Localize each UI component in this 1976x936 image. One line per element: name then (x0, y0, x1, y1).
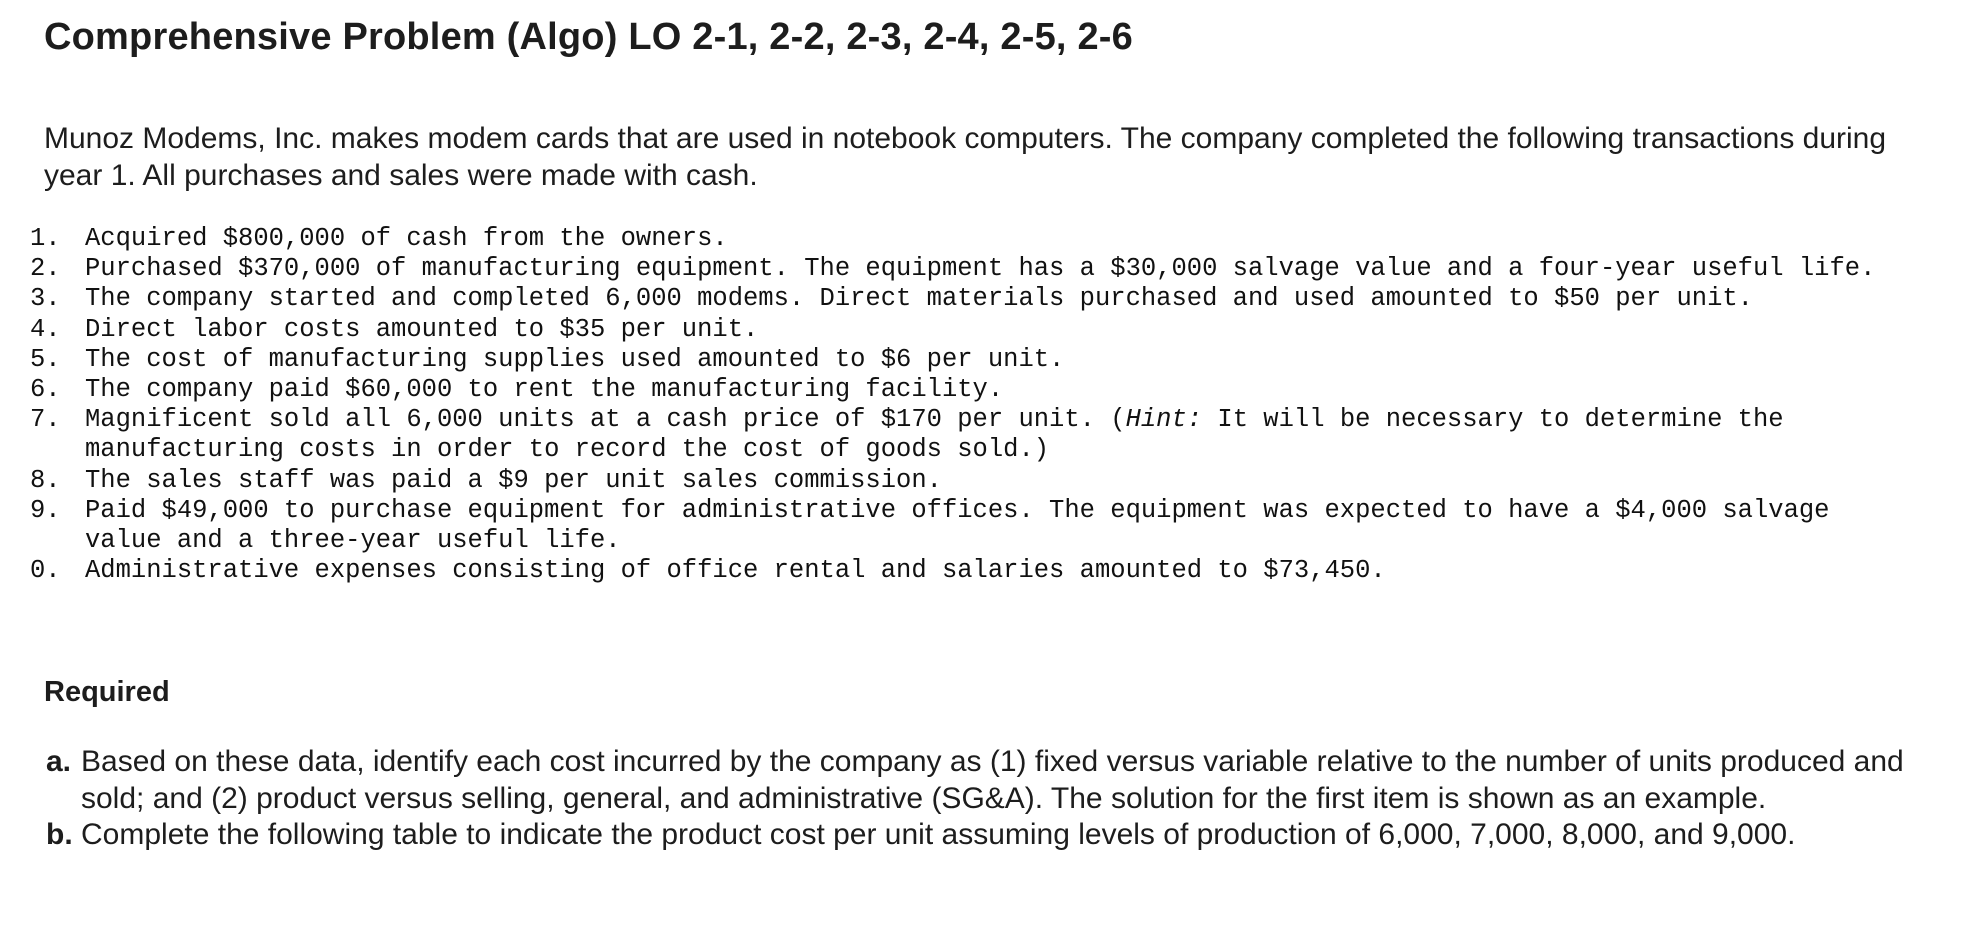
required-list (0, 744, 1941, 854)
transaction-item (0, 315, 1915, 345)
required-item (0, 744, 1941, 817)
transaction-item (0, 556, 1915, 586)
transaction-item (0, 284, 1915, 314)
transaction-number: 7. (30, 405, 61, 435)
required-heading: Required (44, 676, 170, 708)
transaction-item (0, 345, 1915, 375)
required-item-letter: b. (46, 818, 73, 851)
hint-label: Hint: (1125, 405, 1203, 435)
transaction-number: 6. (30, 375, 61, 405)
transaction-text-before-hint: Magnificent sold all 6,000 units at a cash price of $170 per unit. ( (85, 405, 1126, 435)
transaction-number: 8. (30, 465, 61, 495)
page-title: Comprehensive Problem (Algo) LO 2-1, 2-2, 2-3, 2-4, 2-5, 2-6 (44, 16, 1133, 58)
required-item-text: Based on these data, identify each cost incurred by the company as (1) fixed versus variable relative to the number of units produced and sold; and (2) product versus selling, general, and administrative (SG&A). The solution for the first item is shown as an example. (81, 745, 1904, 815)
transaction-number: 5. (30, 344, 61, 374)
transaction-text: Administrative expenses consisting of office rental and salaries amounted to $73,450. (85, 556, 1386, 586)
required-item-letter: a. (46, 745, 72, 778)
transaction-text: The company started and completed 6,000 modems. Direct materials purchased and used amounted to $50 per unit. (85, 284, 1753, 314)
transaction-text (85, 405, 1784, 464)
transaction-number: 1. (30, 224, 61, 253)
transaction-item (0, 466, 1915, 496)
transaction-item (0, 224, 1915, 254)
transaction-text: Purchased $370,000 of manufacturing equipment. The equipment has a $30,000 salvage value and a four-year useful life. (85, 254, 1876, 284)
transaction-text: Acquired $800,000 of cash from the owners. (85, 224, 728, 253)
required-item-text: Complete the following table to indicate the product cost per unit assuming levels of production of 6,000, 7,000, 8,000, and 9,000. (81, 818, 1796, 851)
required-item (0, 817, 1941, 854)
transaction-item (0, 375, 1915, 405)
transaction-number: 0. (30, 556, 61, 586)
transaction-item (0, 496, 1915, 556)
transaction-number: 2. (30, 254, 61, 284)
transaction-number: 3. (30, 284, 61, 314)
problem-intro: Munoz Modems, Inc. makes modem cards that are used in notebook computers. The company completed the following transactions during year 1. All purchases and sales were made with cash. (44, 122, 1887, 192)
transaction-number: 4. (30, 314, 61, 344)
transaction-text: The sales staff was paid a $9 per unit sales commission. (85, 465, 942, 495)
transaction-text: Paid $49,000 to purchase equipment for administrative offices. The equipment was expected to have a $4,000 salvage value and a three-year useful life. (85, 495, 1830, 556)
transaction-number: 9. (30, 495, 61, 525)
transaction-text-after-hint: It will be necessary to determine the manufacturing costs in order to record the cost of goods sold.) (85, 405, 1784, 465)
transaction-item (0, 405, 1915, 465)
transaction-item (0, 254, 1915, 284)
transaction-text: Direct labor costs amounted to $35 per unit. (85, 314, 759, 344)
transaction-text: The company paid $60,000 to rent the manufacturing facility. (85, 375, 1004, 405)
transaction-text: The cost of manufacturing supplies used amounted to $6 per unit. (85, 344, 1065, 374)
transaction-list (0, 224, 1915, 586)
